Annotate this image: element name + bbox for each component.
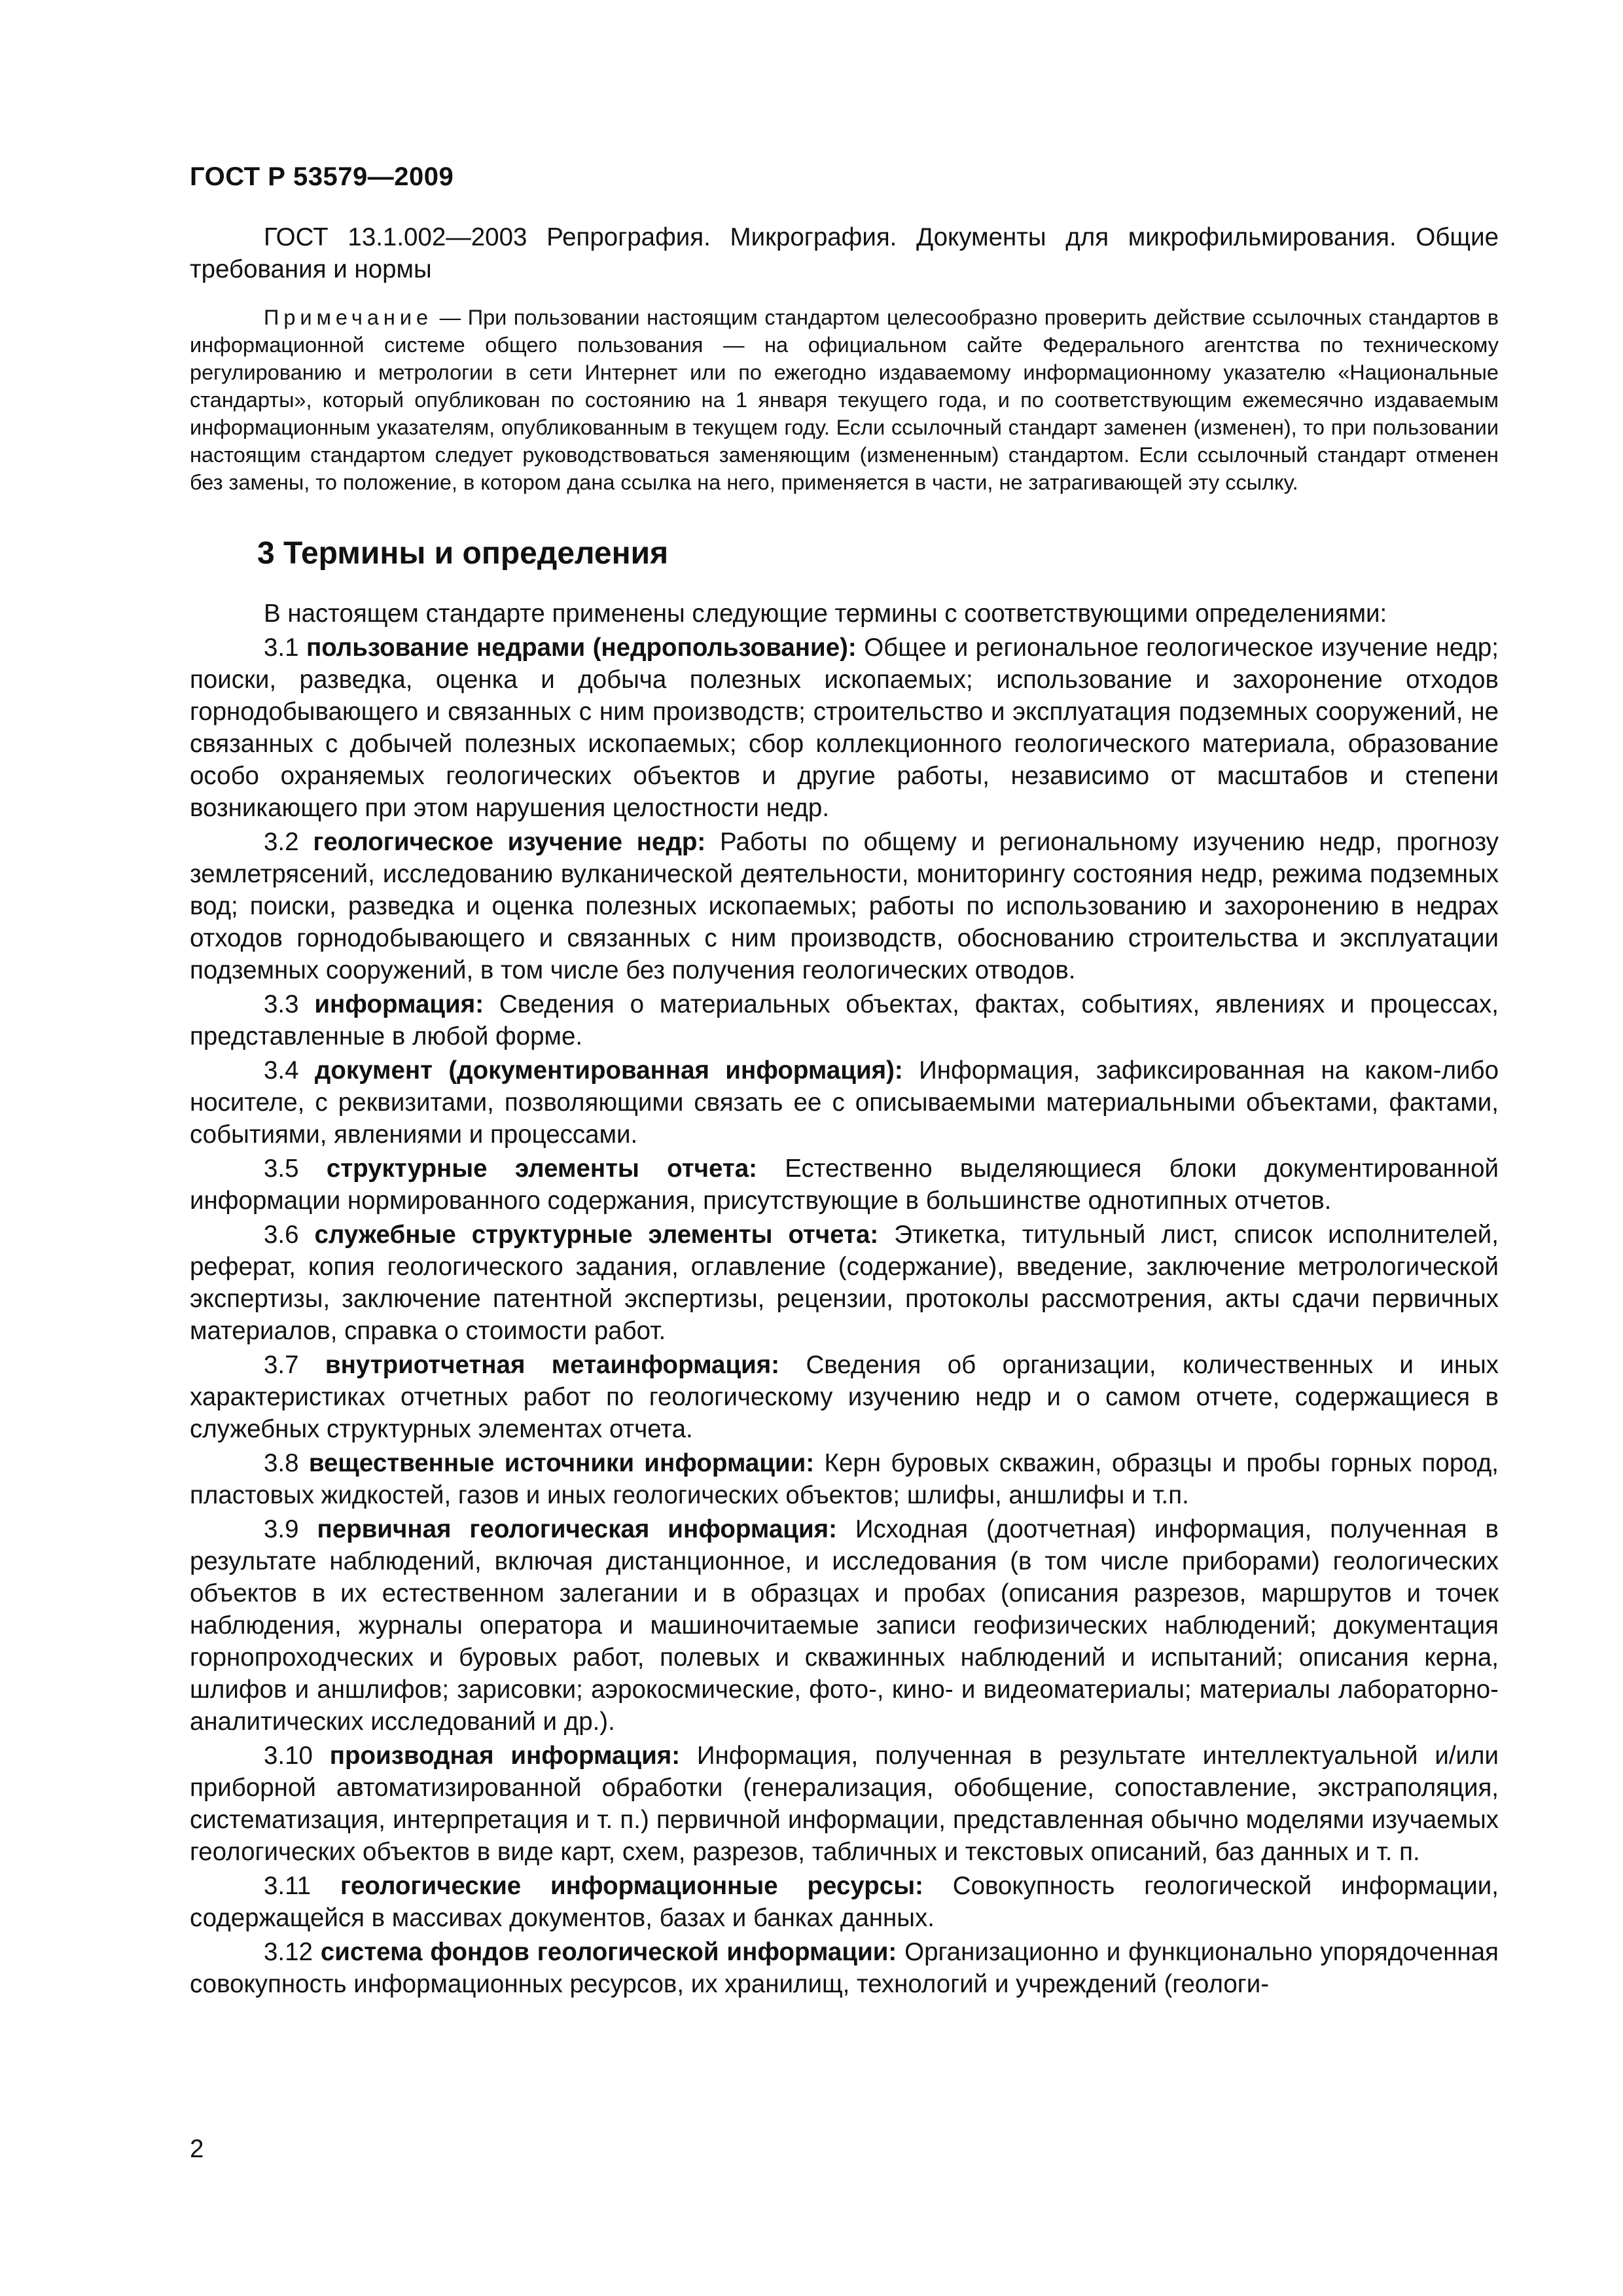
term-number: 3.6 <box>264 1221 299 1249</box>
term-number: 3.3 <box>264 990 299 1018</box>
term-name: внутриотчетная метаинформация: <box>325 1351 780 1379</box>
note-paragraph <box>190 304 1499 496</box>
term-number: 3.12 <box>264 1938 313 1966</box>
term-number: 3.2 <box>264 828 299 856</box>
term-3-7 <box>190 1349 1499 1445</box>
term-definition: Совокупность геологической информации, содержащейся в массивах документов, базах и банках данных. <box>190 1872 1499 1932</box>
term-3-2 <box>190 826 1499 986</box>
term-3-9 <box>190 1513 1499 1738</box>
term-number: 3.11 <box>264 1872 312 1900</box>
term-name: служебные структурные элементы отчета: <box>314 1221 879 1249</box>
term-definition: Сведения о материальных объектах, фактах, событиях, явлениях и процессах, представленные в любой форме. <box>190 990 1499 1050</box>
document-header: ГОСТ Р 53579—2009 <box>190 162 454 191</box>
term-name: первичная геологическая информация: <box>317 1515 837 1543</box>
term-name: геологические информационные ресурсы: <box>340 1872 923 1900</box>
term-3-5 <box>190 1153 1499 1217</box>
term-name: документ (документированная информация): <box>314 1056 903 1085</box>
term-definition: Этикетка, титульный лист, список исполнителей, реферат, копия геологического задания, оглавление (содержание), введение, заключение метрологической экспертизы, заключение патентной экспертизы, рецензии, протоколы рассмотрения, акты сдачи первичных материалов, справка о стоимости работ. <box>190 1221 1499 1345</box>
term-name: геологическое изучение недр: <box>313 828 706 856</box>
term-3-1 <box>190 632 1499 824</box>
page-number: 2 <box>190 2135 204 2163</box>
term-definition: Информация, зафиксированная на каком-либо носителе, с реквизитами, позволяющими связать ее с описываемыми материальными объектами, фактами, событиями, явлениями и процессами. <box>190 1056 1499 1149</box>
term-3-4 <box>190 1054 1499 1151</box>
term-definition: Сведения об организации, количественных и иных характеристиках отчетных работ по геологическому изучению недр и о самом отчете, содержащиеся в служебных структурных элементах отчета. <box>190 1351 1499 1443</box>
term-number: 3.1 <box>264 634 299 662</box>
term-3-3 <box>190 988 1499 1052</box>
term-3-6 <box>190 1219 1499 1347</box>
term-name: пользование недрами (недропользование): <box>306 634 857 662</box>
term-name: вещественные источники информации: <box>308 1449 815 1477</box>
term-name: структурные элементы отчета: <box>326 1155 757 1183</box>
page-content <box>190 221 1499 2000</box>
term-definition: Керн буровых скважин, образцы и пробы горных пород, пластовых жидкостей, газов и иных геологических объектов; шлифы, аншлифы и т.п. <box>190 1449 1499 1509</box>
term-3-10 <box>190 1740 1499 1868</box>
term-definition: Работы по общему и региональному изучению недр, прогнозу землетрясений, исследованию вулканической деятельности, мониторингу состояния недр, режима подземных вод; поиски, разведка и оценка полезных ископаемых; работы по использованию и захоронению в недрах отходов горнодобывающего и связанных с ним производств, обоснованию строительства и эксплуатации подземных сооружений, в том числе без получения геологических отводов. <box>190 828 1499 984</box>
term-3-8 <box>190 1447 1499 1511</box>
term-number: 3.4 <box>264 1056 299 1085</box>
term-3-12 <box>190 1936 1499 2000</box>
term-name: информация: <box>314 990 484 1018</box>
term-number: 3.8 <box>264 1449 299 1477</box>
term-number: 3.9 <box>264 1515 299 1543</box>
term-definition: Информация, полученная в результате интеллектуальной и/или приборной автоматизированной обработки (генерализация, обобщение, сопоставление, экстраполяция, систематизация, интерпретация и т. п.) первичной информации, представленная обычно моделями изучаемых геологических объектов в виде карт, схем, разрезов, табличных и текстовых описаний, баз данных и т. п. <box>190 1742 1499 1866</box>
term-number: 3.5 <box>264 1155 299 1183</box>
section-intro: В настоящем стандарте применены следующие термины с соответствующими определениями: <box>264 600 1387 628</box>
term-name: система фондов геологической информации: <box>320 1938 897 1966</box>
term-name: производная информация: <box>329 1742 681 1770</box>
note-label: Примечание <box>264 306 433 329</box>
term-definition: Организационно и функционально упорядоченная совокупность информационных ресурсов, их хранилищ, технологий и учреждений (геологи- <box>190 1938 1499 1998</box>
section-title: 3 Термины и определения <box>257 536 669 571</box>
term-3-11 <box>190 1870 1499 1934</box>
term-number: 3.7 <box>264 1351 299 1379</box>
note-text: — При пользовании настоящим стандартом целесообразно проверить действие ссылочных стандартов в информационной системе общего пользования — на официальном сайте Федерального агентства по техническому регулированию и метрологии в сети Интернет или по ежегодно издаваемому информационному указателю «Национальные стандарты», который опубликован по состоянию на 1 января текущего года, и по соответствующим ежемесячно издаваемым информационным указателям, опубликованным в текущем году. Если ссылочный стандарт заменен (изменен), то при пользовании настоящим стандартом следует руководствоваться заменяющим (измененным) стандартом. Если ссылочный стандарт отменен без замены, то положение, в котором дана ссылка на него, применяется в части, не затрагивающей эту ссылку. <box>190 306 1499 494</box>
term-definition: Естественно выделяющиеся блоки документированной информации нормированного содержания, присутствующие в большинстве однотипных отчетов. <box>190 1155 1499 1215</box>
term-number: 3.10 <box>264 1742 313 1770</box>
normative-reference: ГОСТ 13.1.002—2003 Репрография. Микрография. Документы для микрофильмирования. Общие требования и нормы <box>190 223 1499 283</box>
term-definition: Исходная (доотчетная) информация, полученная в результате наблюдений, включая дистанционное, и исследования (в том числе приборами) геологических объектов в их естественном залегании и в образцах и пробах (описания разрезов, маршрутов и точек наблюдения, журналы оператора и машиночитаемые записи геофизических наблюдений; документация горнопроходческих и буровых работ, полевых и скважинных наблюдений и испытаний; описания керна, шлифов и аншлифов; зарисовки; аэрокосмические, фото-, кино- и видеоматериалы; материалы лабораторно-аналитических исследований и др.). <box>190 1515 1499 1736</box>
term-definition: Общее и региональное геологическое изучение недр; поиски, разведка, оценка и добыча полезных ископаемых; использование и захоронение отходов горнодобывающего и связанных с ним производств; строительство и эксплуатация подземных сооружений, не связанных с добычей полезных ископаемых; сбор коллекционного геологического материала, образование особо охраняемых геологических объектов и другие работы, независимо от масштабов и степени возникающего при этом нарушения целостности недр. <box>190 634 1499 822</box>
